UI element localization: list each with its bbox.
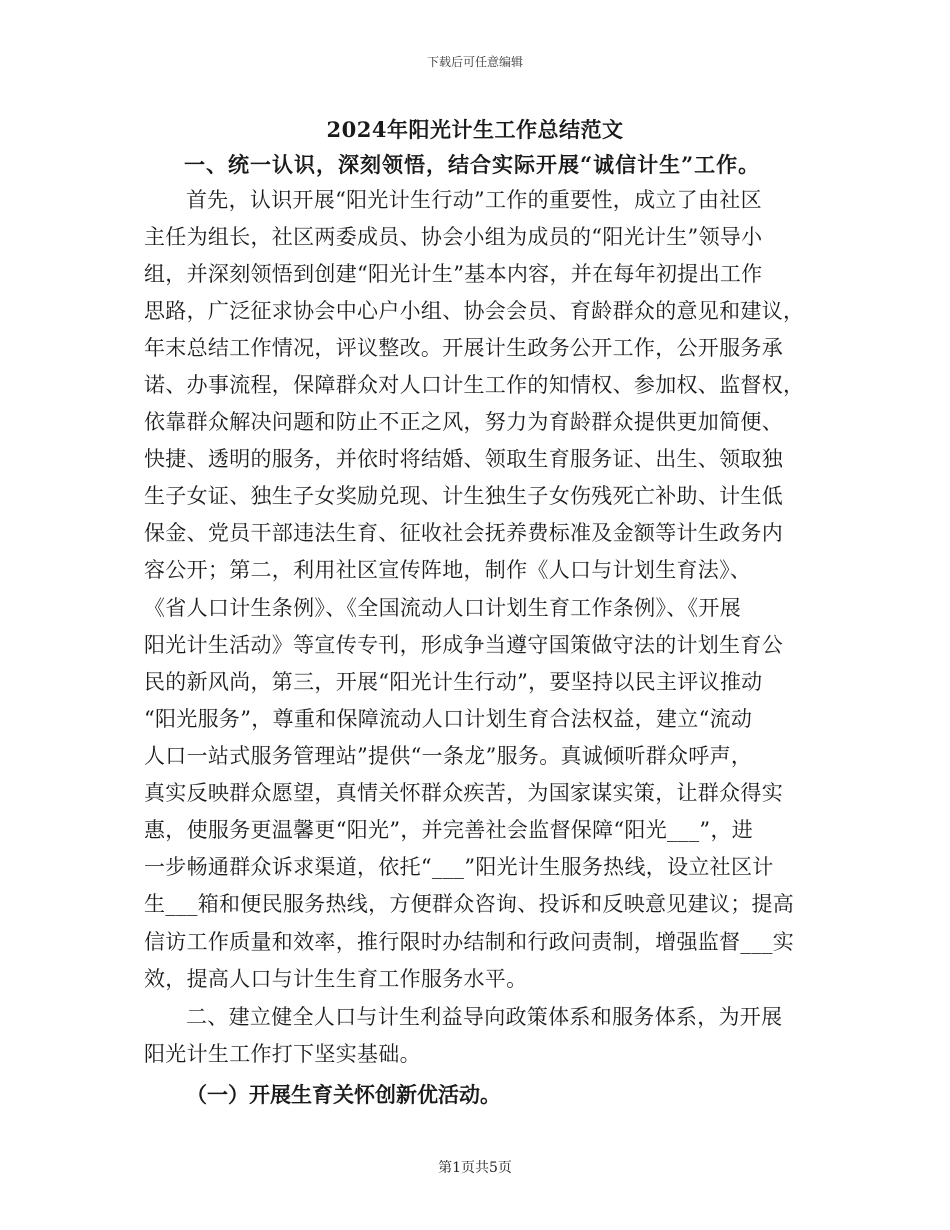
paragraph-line: 首先，认识开展“阳光计生行动”工作的重要性，成立了由社区	[186, 188, 762, 212]
paragraph-line: 保金、党员干部违法生育、征收社会抚养费标准及金额等计生政务内	[144, 521, 783, 545]
paragraph-line: 阳光计生工作打下坚实基础。	[144, 1042, 421, 1066]
page-number-footer: 第1页共5页	[438, 1160, 512, 1176]
paragraph-line: 主任为组长，社区两委成员、协会小组为成员的“阳光计生”领导小	[144, 225, 763, 249]
paragraph-line: 真实反映群众愿望，真情关怀群众疾苦，为国家谋实策，让群众得实	[144, 781, 783, 805]
paragraph-line: 快捷、透明的服务，并依时将结婚、领取生育服务证、出生、领取独	[144, 447, 783, 471]
paragraph-line: “阳光服务”，尊重和保障流动人口计划生育合法权益，建立“流动	[144, 707, 753, 731]
paragraph-line: 民的新风尚，第三，开展“阳光计生行动”，要坚持以民主评议推动	[144, 670, 763, 694]
document-title: 2024年阳光计生工作总结范文	[326, 117, 624, 142]
paragraph-line: 组，并深刻领悟到创建“阳光计生”基本内容，并在每年初提出工作	[144, 262, 763, 286]
paragraph-line: 二、建立健全人口与计生利益导向政策体系和服务体系，为开展	[186, 1005, 783, 1029]
paragraph-line: 阳光计生活动》等宣传专刊，形成争当遵守国策做守法的计划生育公	[144, 633, 783, 657]
paragraph-line: 诺、办事流程，保障群众对人口计生工作的知情权、参加权、监督权，	[144, 373, 805, 397]
paragraph-line: 信访工作质量和效率，推行限时办结制和行政问责制，增强监督___实	[144, 930, 795, 954]
paragraph-line: 效，提高人口与计生生育工作服务水平。	[144, 967, 528, 991]
paragraph-line: 人口一站式服务管理站”提供“一条龙”服务。真诚倾听群众呼声，	[144, 744, 753, 768]
paragraph-line: 惠，使服务更温馨更“阳光”，并完善社会监督保障“阳光___”，进	[144, 818, 754, 842]
paragraph-line: 生子女证、独生子女奖励兑现、计生独生子女伤残死亡补助、计生低	[144, 484, 783, 508]
paragraph-line: 年末总结工作情况，评议整改。开展计生政务公开工作，公开服务承	[144, 336, 783, 360]
paragraph-line: 思路，广泛征求协会中心户小组、协会会员、育龄群众的意见和建议，	[144, 299, 805, 323]
paragraph-line: 依靠群众解决问题和防止不正之风，努力为育龄群众提供更加简便、	[144, 410, 783, 434]
header-note: 下载后可任意编辑	[426, 55, 523, 69]
section-heading-1: 一、统一认识，深刻领悟，结合实际开展“诚信计生”工作。	[184, 152, 761, 177]
paragraph-line: 生___箱和便民服务热线，方便群众咨询、投诉和反映意见建议；提高	[144, 892, 795, 916]
paragraph-line: 一步畅通群众诉求渠道，依托“___”阳光计生服务热线，设立社区计	[144, 855, 774, 879]
paragraph-line: 容公开；第二，利用社区宣传阵地，制作《人口与计划生育法》、	[144, 558, 752, 582]
subsection-heading-1: （一）开展生育关怀创新优活动。	[186, 1082, 501, 1107]
paragraph-line: 《省人口计生条例》、《全国流动人口计划生育工作条例》、《开展	[144, 596, 741, 620]
